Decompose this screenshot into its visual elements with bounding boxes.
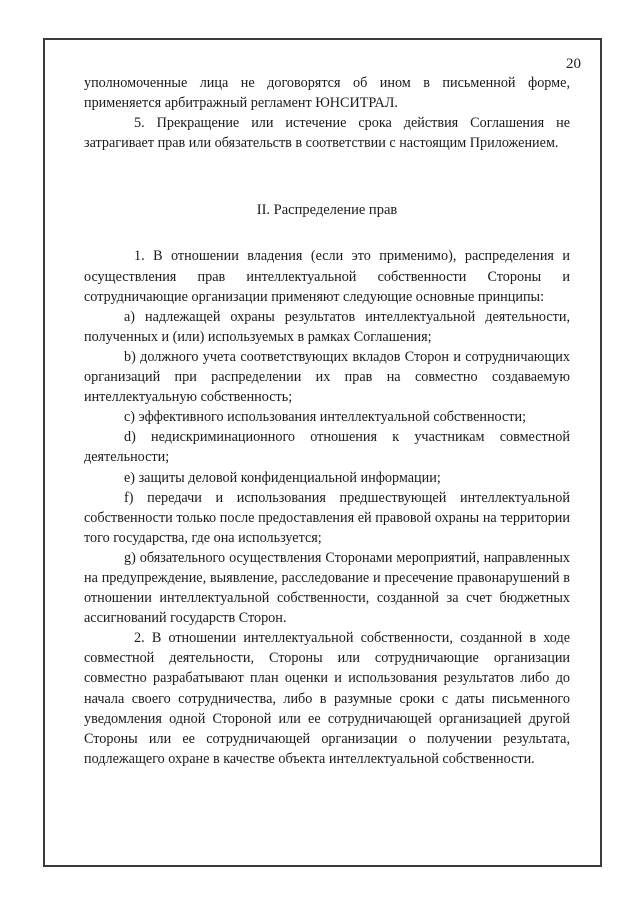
list-item: a) надлежащей охраны результатов интеллектуальной деятельности, полученных и (или) используемых в рамках Соглашения;: [84, 308, 570, 345]
principles-list: [84, 307, 570, 629]
intro-paragraph-2: 5. Прекращение или истечение срока действия Соглашения не затрагивает прав или обязательств в соответствии с настоящим Приложением.: [84, 115, 570, 152]
document-body: [84, 73, 570, 769]
section-title: II. Распределение прав: [256, 202, 398, 219]
list-item: c) эффективного использования интеллектуальной собственности;: [124, 409, 527, 426]
list-item: g) обязательного осуществления Сторонами мероприятий, направленных на предупреждение, выявление, расследование и пресечение правонарушений в отношении интеллектуальной собственности, созданной за счет бюджетных ассигнований государств Сторон.: [84, 549, 570, 627]
list-item: b) должного учета соответствующих вкладов Сторон и сотрудничающих организаций при распределении их прав на совместно создаваемую интеллектуальную собственность;: [84, 348, 570, 406]
section-point-2: 2. В отношении интеллектуальной собственности, созданной в ходе совместной деятельности, Стороны или сотрудничающие организации совместно разрабатывают план оценки и использования результатов либо до начала своего сотрудничества, либо в разумные сроки с даты письменного уведомления одной Стороной или ее сотрудничающей организацией другой Стороны или ее сотрудничающей организации о получении результата, подлежащего охране в качестве объекта интеллектуальной собственности.: [84, 630, 570, 767]
list-item: d) недискриминационного отношения к участникам совместной деятельности;: [84, 429, 570, 466]
list-item: f) передачи и использования предшествующей интеллектуальной собственности только после предоставления ей правовой охраны на территории того государства, где она используется;: [84, 489, 570, 546]
intro-paragraph-1: уполномоченные лица не договорятся об ином в письменной форме, применяется арбитражный регламент ЮНСИТРАЛ.: [84, 75, 570, 112]
list-item: e) защиты деловой конфиденциальной информации;: [124, 469, 441, 486]
section-point-1: 1. В отношении владения (если это применимо), распределения и осуществления прав интеллектуальной собственности Стороны и сотрудничающие организации применяют следующие основные принципы:: [84, 248, 570, 305]
page-number: 20: [566, 56, 581, 72]
